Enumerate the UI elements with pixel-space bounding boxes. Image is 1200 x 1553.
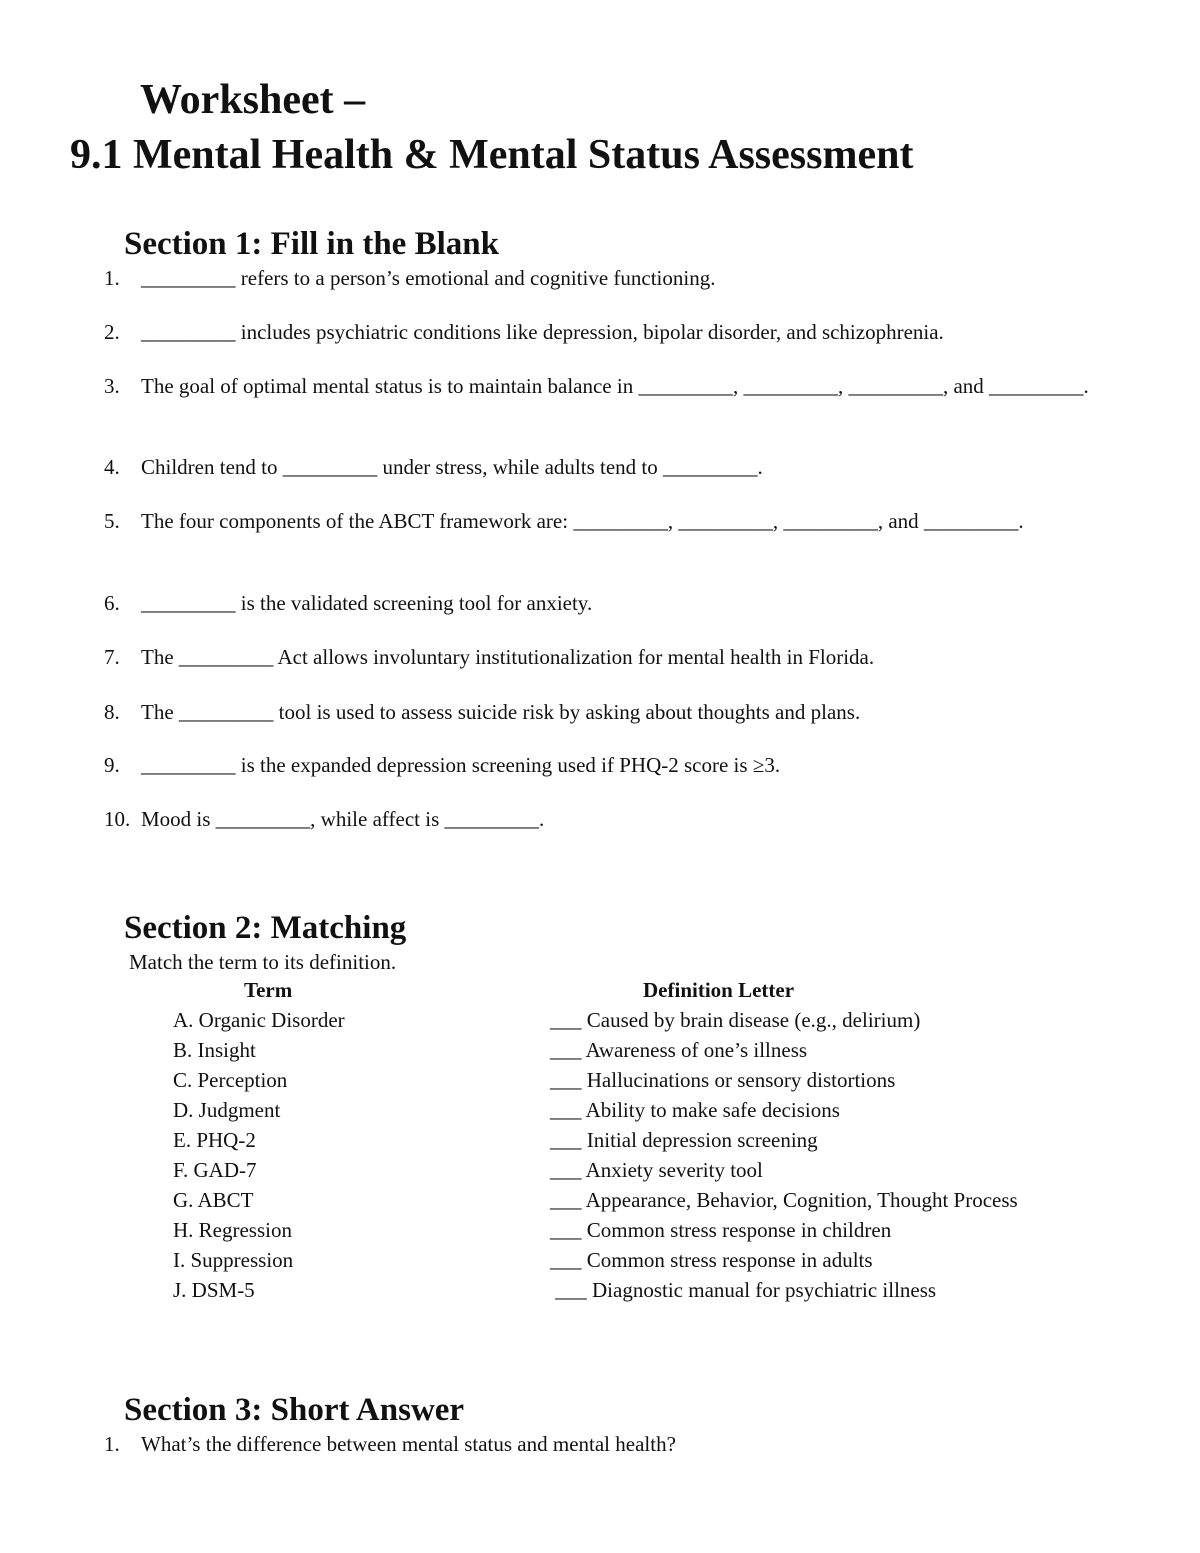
- matching-row: [0, 1065, 1200, 1095]
- matching-term: I. Suppression: [173, 1248, 294, 1272]
- matching-row: [0, 1155, 1200, 1185]
- question-text: Children tend to _________ under stress, while adults tend to _________.: [141, 455, 763, 479]
- fill-blank-question-7: [104, 641, 1134, 673]
- matching-term: C. Perception: [173, 1068, 288, 1092]
- matching-term: A. Organic Disorder: [173, 1008, 345, 1032]
- fill-blank-question-8: [104, 696, 1134, 728]
- fill-blank-question-4: [104, 451, 1134, 483]
- term-column-header: Term: [244, 978, 293, 1002]
- fill-blank-question-9: [104, 749, 1134, 781]
- worksheet-title-line1: Worksheet –: [140, 77, 366, 123]
- fill-blank-question-6: [104, 587, 1134, 619]
- definition-column-header: Definition Letter: [643, 978, 795, 1002]
- question-text: _________ is the validated screening tool for anxiety.: [141, 591, 593, 615]
- fill-blank-question-1: [104, 262, 1134, 294]
- matching-row: [0, 1185, 1200, 1215]
- fill-blank-question-5: [104, 505, 1134, 537]
- question-number: 7.: [104, 645, 120, 669]
- question-text: _________ is the expanded depression screening used if PHQ-2 score is ≥3.: [141, 753, 781, 777]
- fill-blank-question-2: [104, 316, 1134, 348]
- fill-blank-question-3: [104, 370, 1134, 402]
- question-number: 3.: [104, 374, 120, 398]
- matching-definition: ___ Ability to make safe decisions: [550, 1098, 840, 1122]
- matching-definition: ___ Diagnostic manual for psychiatric illness: [550, 1278, 937, 1302]
- short-answer-question-1: [104, 1428, 1134, 1460]
- worksheet-title-line2: 9.1 Mental Health & Mental Status Assessment: [70, 132, 914, 178]
- matching-row: [0, 1245, 1200, 1275]
- matching-row: [0, 1095, 1200, 1125]
- question-text: _________ includes psychiatric conditions like depression, bipolar disorder, and schizophrenia.: [141, 320, 944, 344]
- question-text: The four components of the ABCT framework are: _________, _________, _________, and _________.: [141, 509, 1024, 533]
- question-number: 2.: [104, 320, 120, 344]
- matching-definition: ___ Appearance, Behavior, Cognition, Thought Process: [550, 1188, 1018, 1212]
- matching-term: B. Insight: [173, 1038, 256, 1062]
- matching-definition: ___ Common stress response in children: [550, 1218, 892, 1242]
- fill-blank-question-10: [104, 803, 1134, 835]
- question-text: The goal of optimal mental status is to maintain balance in _________, _________, _________, and _________.: [141, 374, 1089, 398]
- matching-term: F. GAD-7: [173, 1158, 257, 1182]
- matching-definition: ___ Awareness of one’s illness: [550, 1038, 808, 1062]
- question-number: 6.: [104, 591, 120, 615]
- question-text: Mood is _________, while affect is _________.: [141, 807, 545, 831]
- question-number: 10.: [104, 807, 131, 831]
- matching-instruction: Match the term to its definition.: [129, 950, 397, 974]
- question-number: 8.: [104, 700, 120, 724]
- matching-definition: ___ Caused by brain disease (e.g., delirium): [550, 1008, 921, 1032]
- question-number: 5.: [104, 509, 120, 533]
- matching-row: [0, 1275, 1200, 1305]
- question-text: _________ refers to a person’s emotional and cognitive functioning.: [141, 266, 716, 290]
- section3-heading: Section 3: Short Answer: [124, 1392, 465, 1428]
- matching-term: H. Regression: [173, 1218, 292, 1242]
- section1-heading: Section 1: Fill in the Blank: [124, 226, 499, 262]
- matching-term: G. ABCT: [173, 1188, 254, 1212]
- question-number: 1.: [104, 266, 120, 290]
- matching-definition: ___ Hallucinations or sensory distortions: [550, 1068, 896, 1092]
- question-text: The _________ tool is used to assess suicide risk by asking about thoughts and plans.: [141, 700, 861, 724]
- matching-term: E. PHQ-2: [173, 1128, 256, 1152]
- matching-row: [0, 1035, 1200, 1065]
- matching-row: [0, 1005, 1200, 1035]
- question-text: What’s the difference between mental status and mental health?: [141, 1432, 676, 1456]
- matching-definition: ___ Anxiety severity tool: [550, 1158, 763, 1182]
- matching-row: [0, 1215, 1200, 1245]
- matching-term: J. DSM-5: [173, 1278, 255, 1302]
- matching-definition: ___ Initial depression screening: [550, 1128, 818, 1152]
- question-number: 1.: [104, 1432, 120, 1456]
- section2-heading: Section 2: Matching: [124, 910, 407, 946]
- matching-definition: ___ Common stress response in adults: [550, 1248, 873, 1272]
- question-number: 4.: [104, 455, 120, 479]
- question-text: The _________ Act allows involuntary institutionalization for mental health in Florida.: [141, 645, 875, 669]
- matching-row: [0, 1125, 1200, 1155]
- question-number: 9.: [104, 753, 120, 777]
- matching-term: D. Judgment: [173, 1098, 281, 1122]
